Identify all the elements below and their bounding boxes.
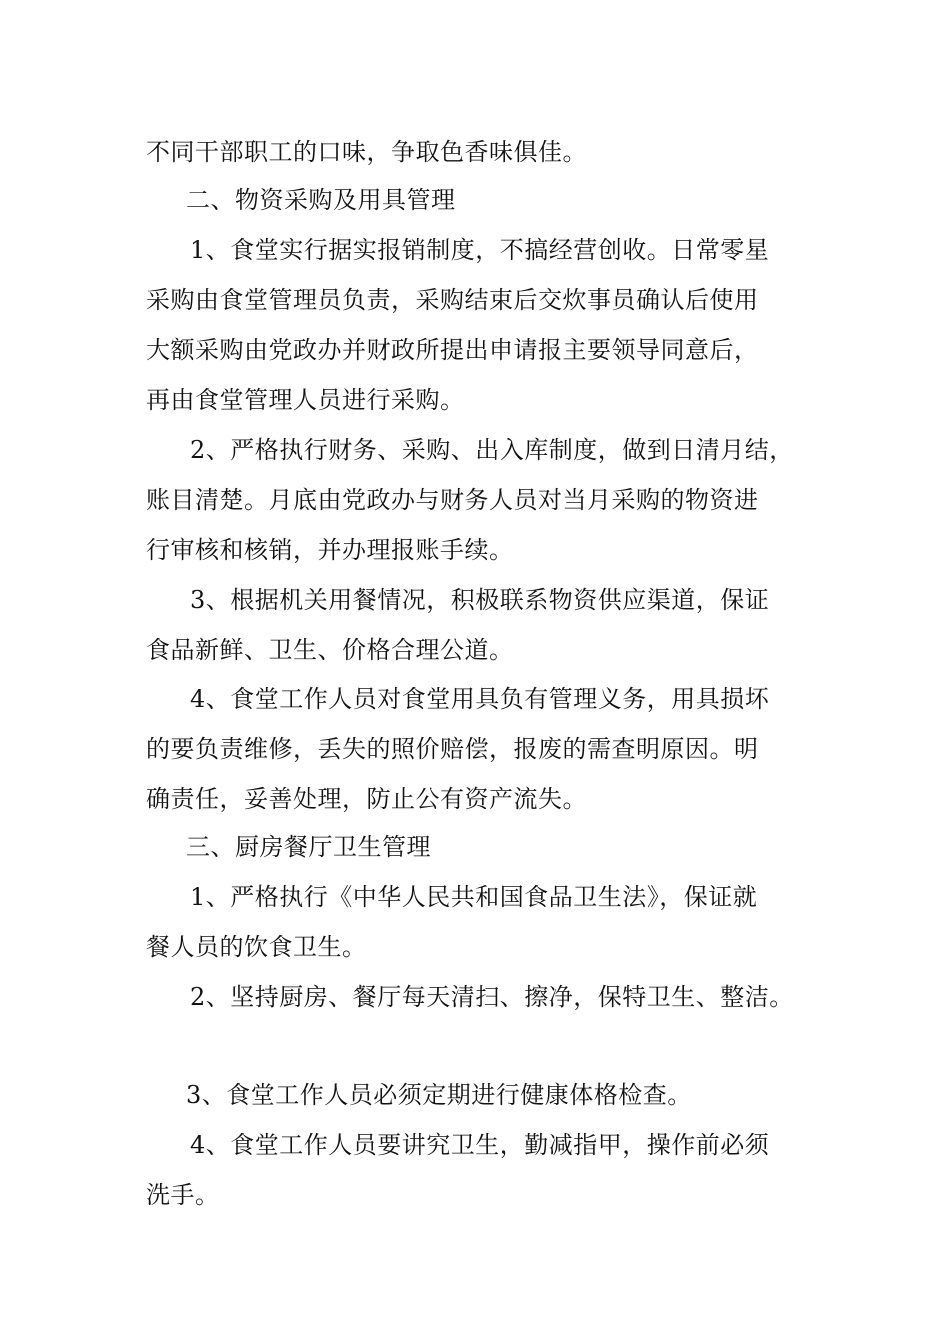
paragraph-line: 2、严格执行财务、采购、出入库制度，做到日清月结，: [190, 436, 794, 464]
paragraph-line: 行审核和核销，并办理报账手续。: [146, 536, 514, 564]
paragraph-line: 确责任，妥善处理，防止公有资产流失。: [146, 785, 587, 813]
paragraph-line: 餐人员的饮食卫生。: [146, 933, 367, 961]
paragraph-line: 账目清楚。月底由党政办与财务人员对当月采购的物资进: [146, 486, 759, 514]
paragraph-line: 4、食堂工作人员要讲究卫生，勤减指甲，操作前必须: [190, 1131, 770, 1159]
paragraph-line: 不同干部职工的口味，争取色香味俱佳。: [146, 138, 587, 166]
paragraph-line: 采购由食堂管理员负责，采购结束后交炊事员确认后使用: [146, 286, 759, 314]
section-heading: 二、物资采购及用具管理: [186, 186, 456, 214]
paragraph-line: 的要负责维修，丢失的照价赔偿，报废的需查明原因。明: [146, 735, 759, 763]
paragraph-line: 3、食堂工作人员必须定期进行健康体格检查。: [186, 1081, 692, 1109]
paragraph-line: 3、根据机关用餐情况，积极联系物资供应渠道，保证: [190, 586, 770, 614]
paragraph-line: 食品新鲜、卫生、价格合理公道。: [146, 636, 514, 664]
paragraph-line: 1、食堂实行据实报销制度，不搞经营创收。日常零星: [190, 236, 770, 264]
paragraph-line: 1、严格执行《中华人民共和国食品卫生法》，保证就: [190, 883, 758, 911]
paragraph-line: 4、食堂工作人员对食堂用具负有管理义务，用具损坏: [190, 685, 770, 713]
paragraph-line: 大额采购由党政办并财政所提出申请报主要领导同意后，: [146, 336, 759, 364]
section-heading: 三、厨房餐厅卫生管理: [186, 833, 431, 861]
paragraph-line: 2、坚持厨房、餐厅每天清扫、擦净，保特卫生、整洁。: [190, 983, 794, 1011]
paragraph-line: 洗手。: [146, 1181, 220, 1209]
paragraph-line: 再由食堂管理人员进行采购。: [146, 386, 465, 414]
